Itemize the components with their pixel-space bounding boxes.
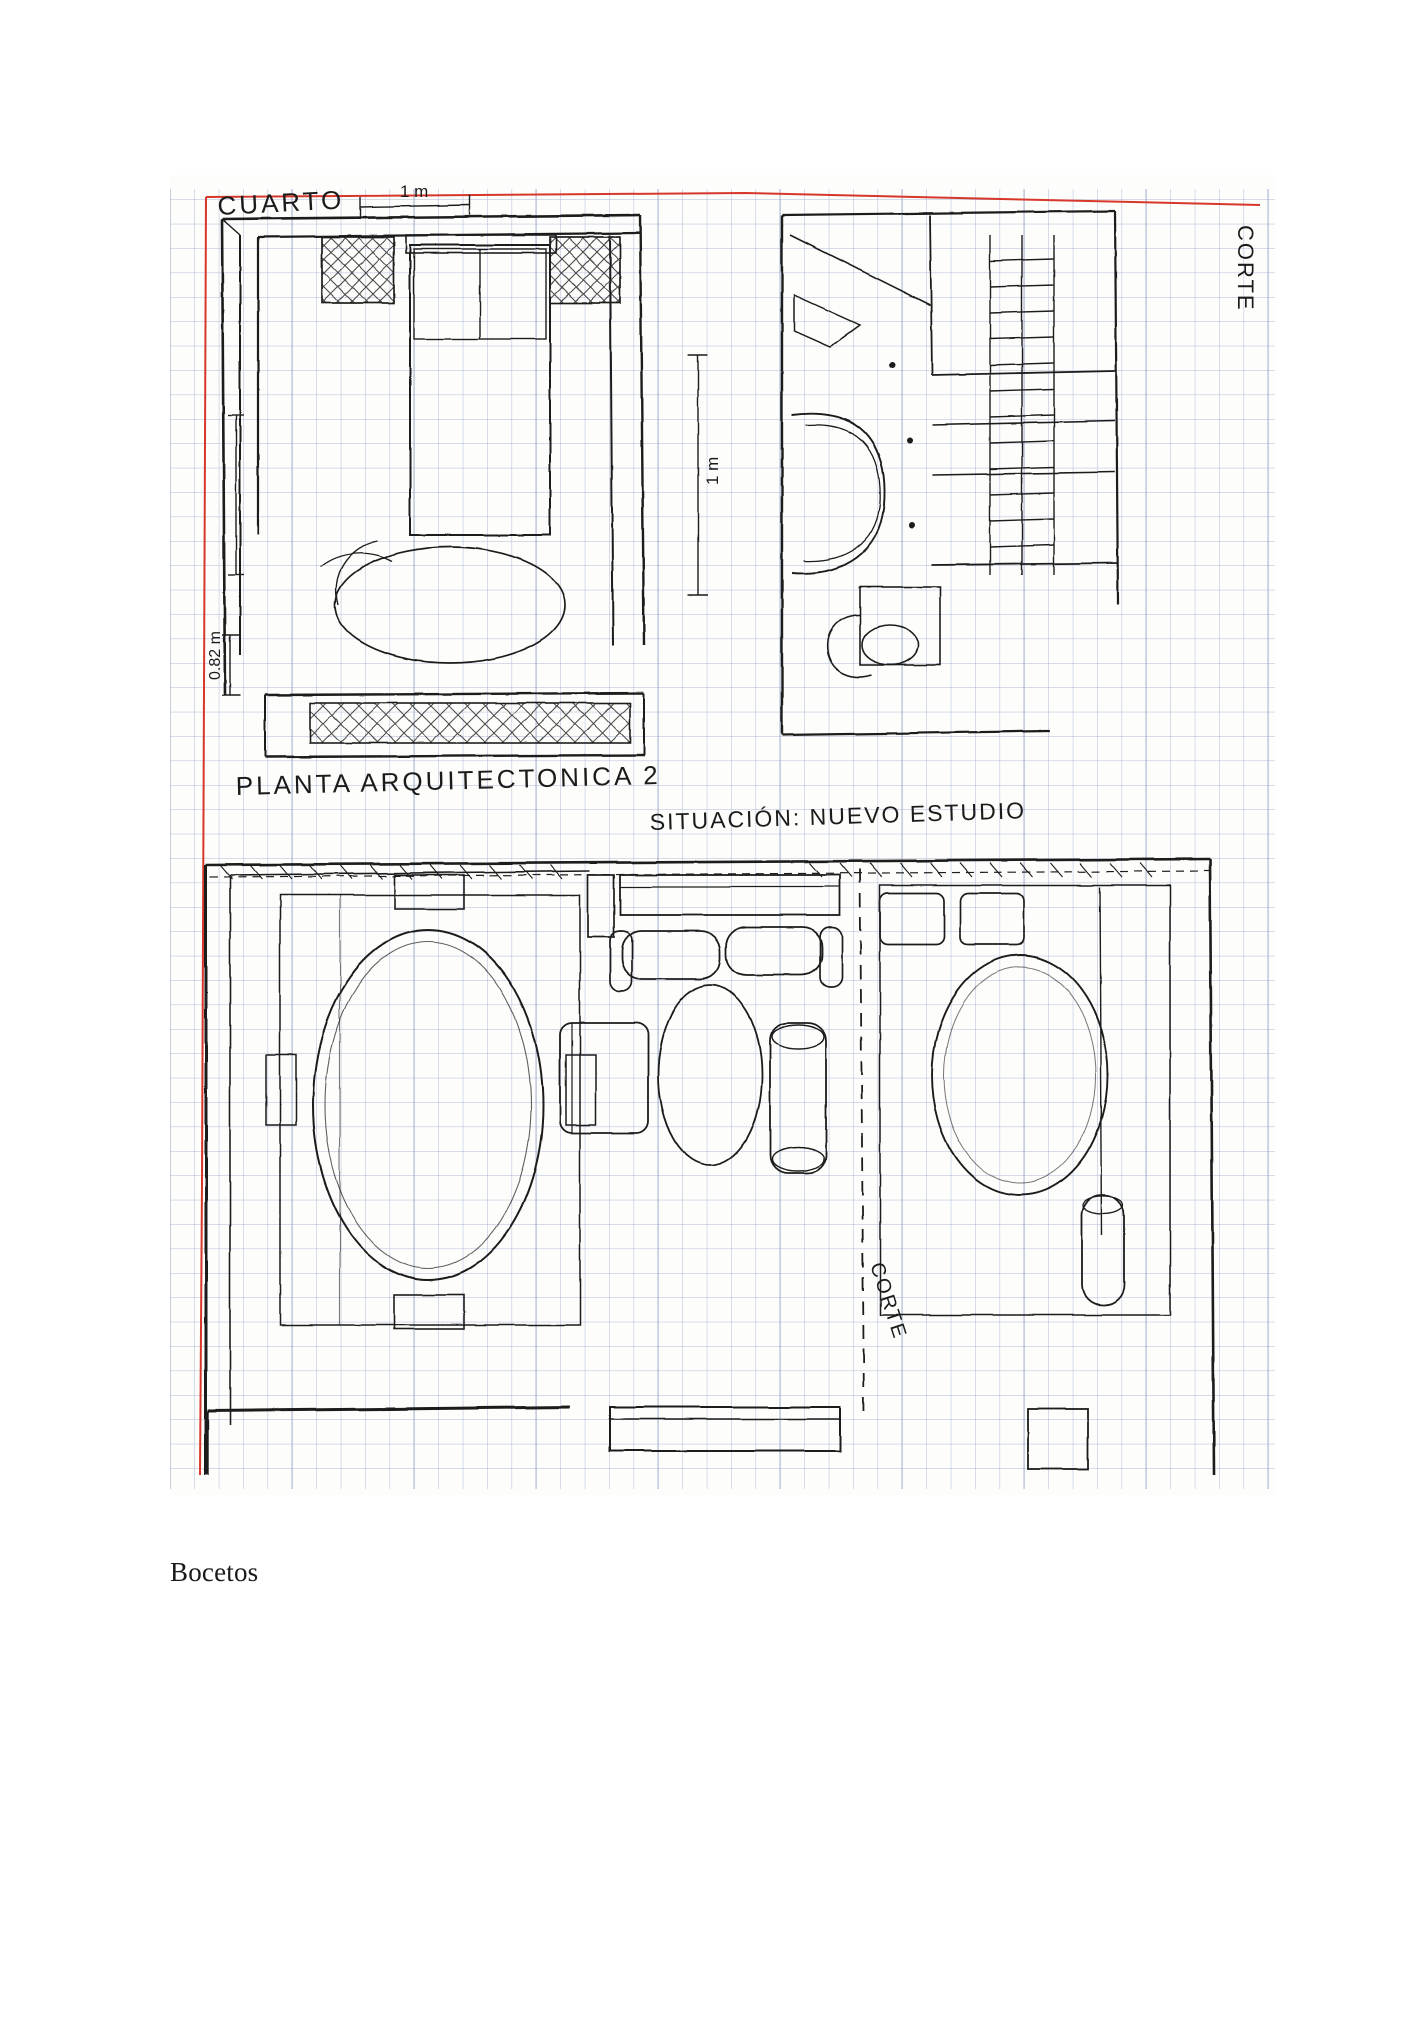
svg-text:CUARTO: CUARTO (216, 184, 345, 221)
sketch-image (170, 175, 1275, 1495)
annotation-dimension-left (207, 631, 224, 680)
annotation-dimension-right (703, 457, 722, 485)
figure-caption: Bocetos (170, 1557, 259, 1587)
svg-text:CORTE: CORTE (865, 1259, 911, 1343)
annotation-section-right (1233, 225, 1258, 312)
graph-grid (170, 189, 1275, 1489)
svg-text:CORTE: CORTE (1233, 225, 1258, 312)
svg-text:1 m: 1 m (400, 182, 429, 201)
annotation-dimension-top (400, 182, 428, 201)
svg-text:0.82 m: 0.82 m (207, 631, 224, 680)
svg-text:1 m: 1 m (703, 456, 722, 485)
svg-text:PLANTA ARQUITECTONICA 2: PLANTA ARQUITECTONICA 2 (235, 759, 661, 801)
floor-plan-sketch (170, 175, 1275, 1495)
svg-text:SITUACIÓN: NUEVO ESTUDIO: SITUACIÓN: NUEVO ESTUDIO (649, 797, 1027, 835)
wall-hatch-bottom (310, 703, 630, 743)
